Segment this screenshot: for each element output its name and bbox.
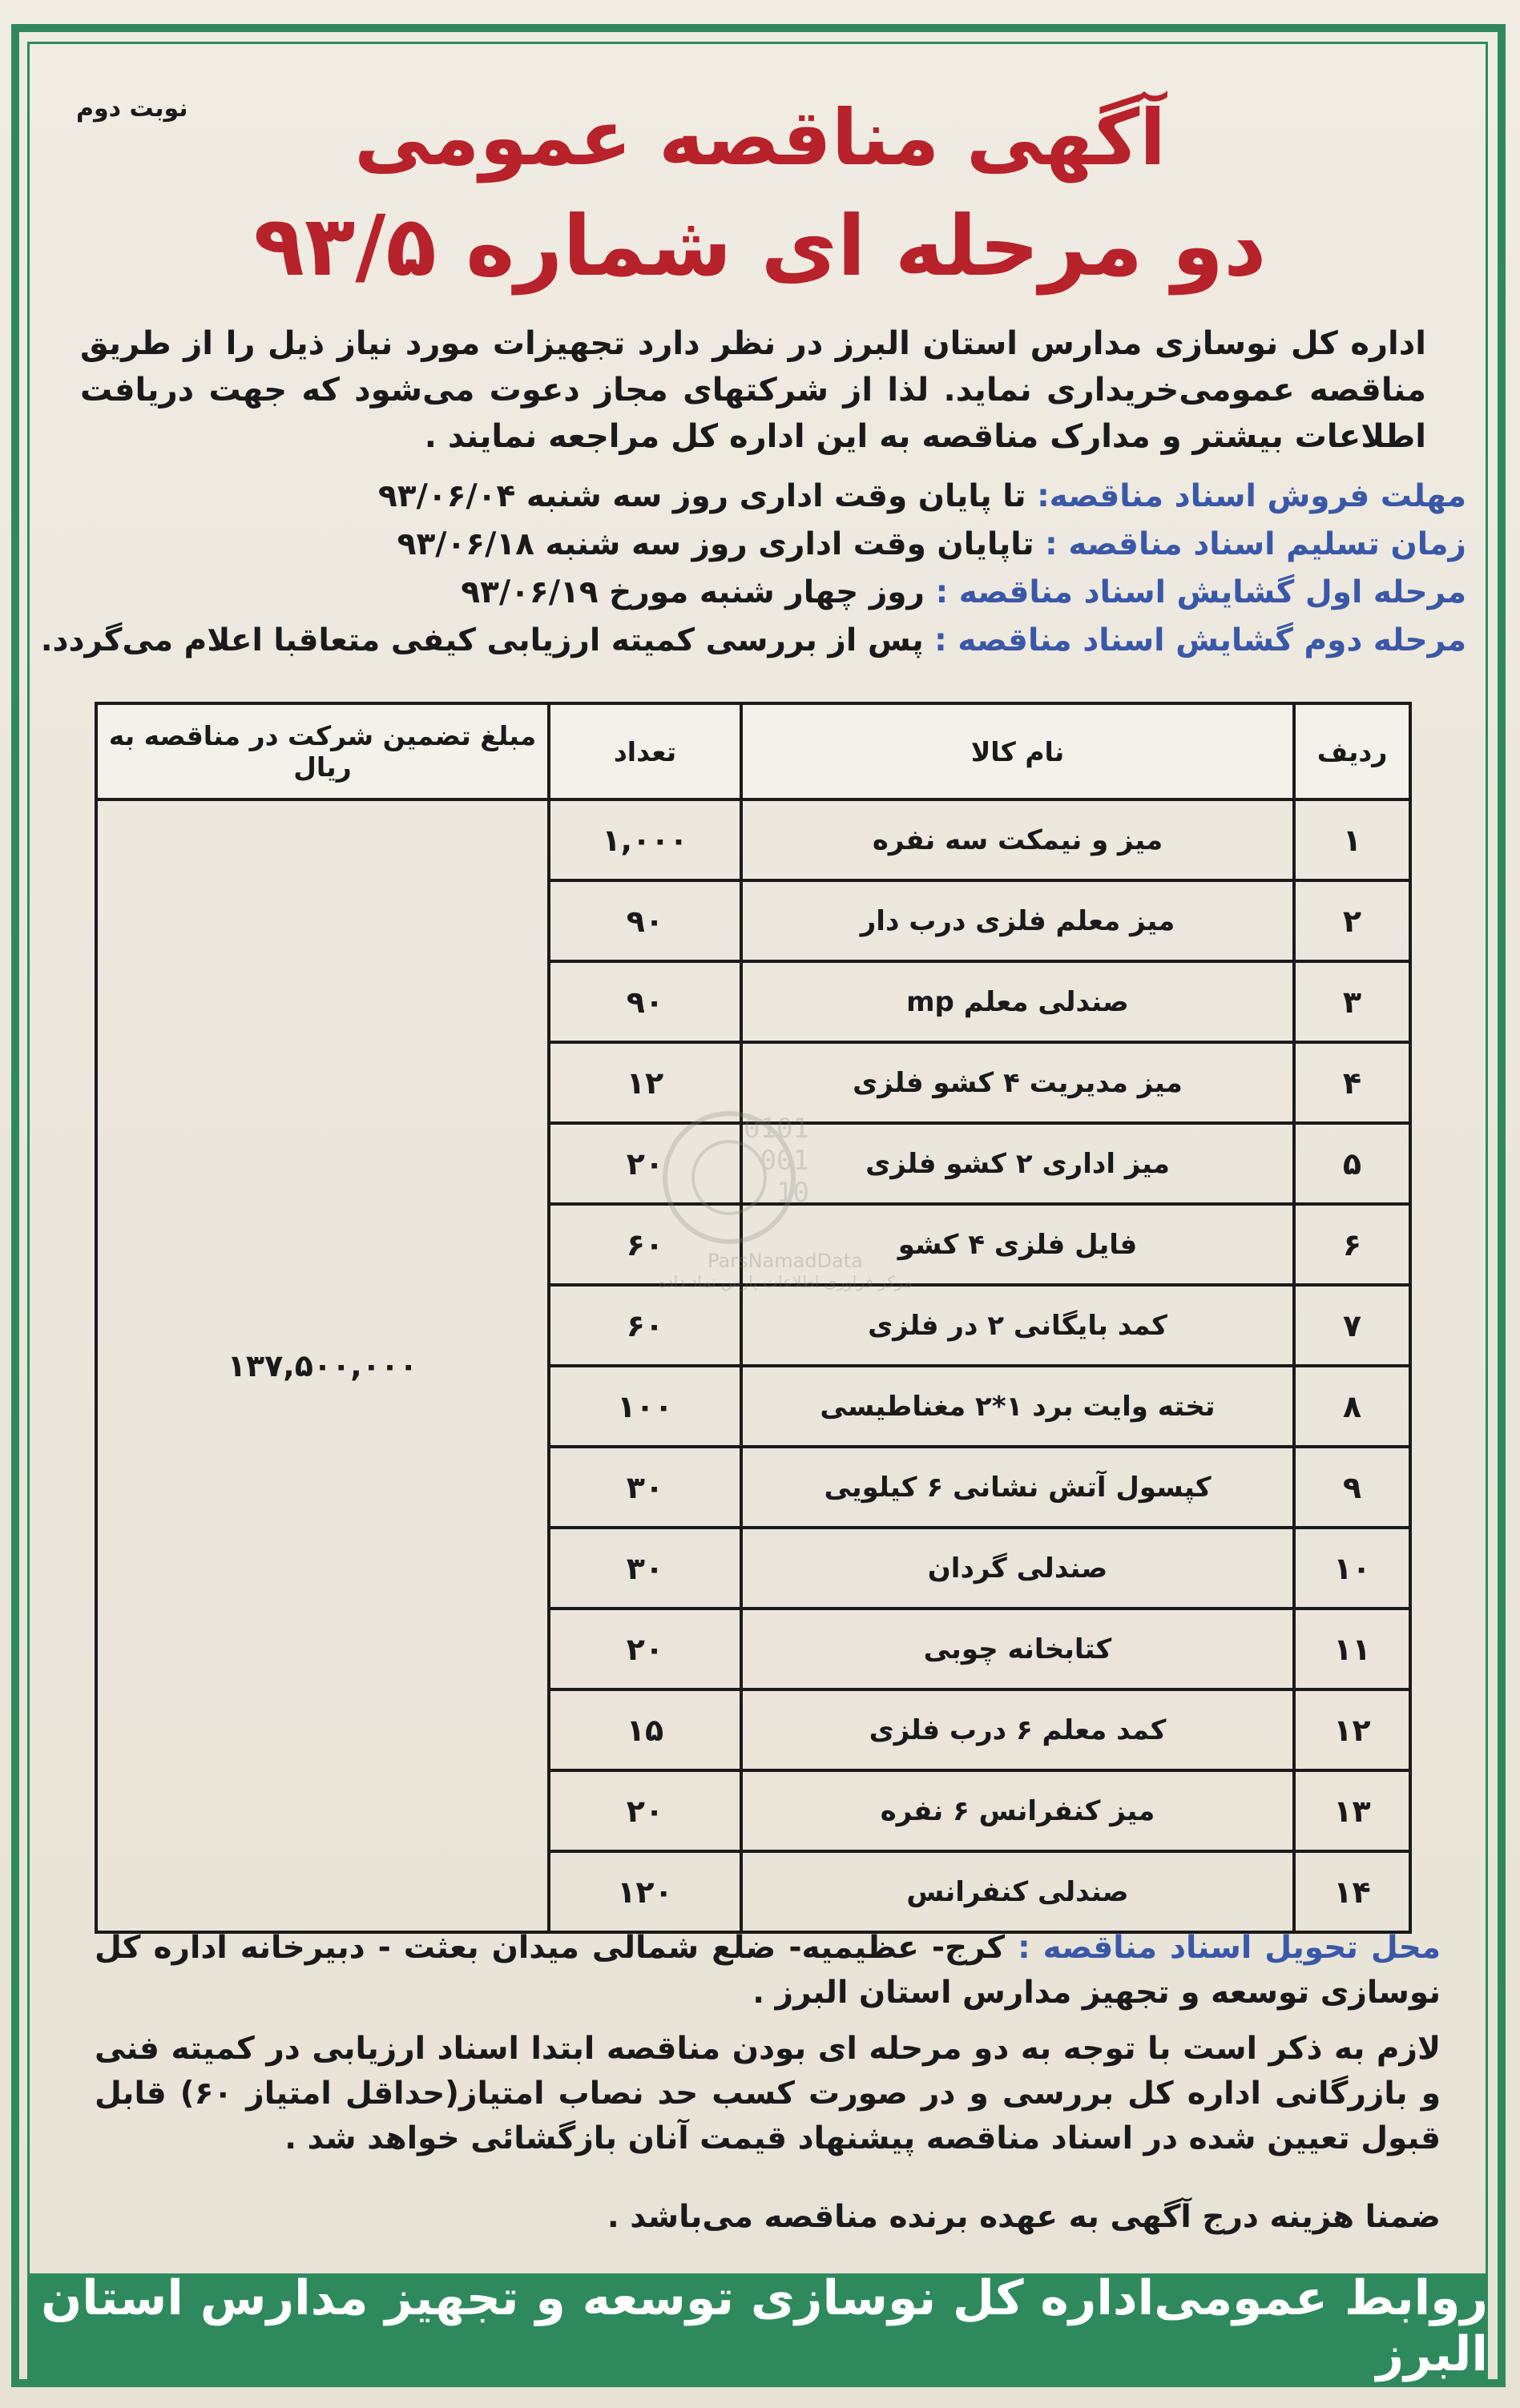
intro-paragraph: اداره کل نوسازی مدارس استان البرز در نظر دارد تجهیزات مورد نیاز ذیل را از طریق مناقصه عمومی‌خریداری نماید. لذا از شرکتهای مجاز دعوت می‌شود که جهت دریافت اطلاعات بیشتر و مدارک مناقصه به این اداره کل مراجعه نمایند . bbox=[80, 325, 1426, 455]
item-quantity: ۶۰ bbox=[549, 1204, 741, 1285]
item-name: کمد بایگانی ۲ در فلزی bbox=[741, 1285, 1294, 1366]
watermark-logo bbox=[609, 1089, 945, 1330]
table-row bbox=[96, 799, 1410, 880]
advertising-cost-note: ضمنا هزینه درج آگهی به عهده برنده مناقصه می‌باشد . bbox=[607, 2199, 1441, 2235]
row-number: ۱۰ bbox=[1294, 1528, 1410, 1609]
schedule-value: تاپایان وقت اداری روز سه شنبه ۹۳/۰۶/۱۸ bbox=[397, 526, 1034, 562]
item-quantity: ۱۲۰ bbox=[549, 1851, 741, 1932]
row-number: ۱ bbox=[1294, 799, 1410, 880]
row-number: ۷ bbox=[1294, 1285, 1410, 1366]
row-number: ۹ bbox=[1294, 1447, 1410, 1528]
item-name: فایل فلزی ۴ کشو bbox=[741, 1204, 1294, 1285]
row-number: ۱۳ bbox=[1294, 1770, 1410, 1851]
watermark-tagline: مرکز فراوری اطلاعات پارس نماد داده bbox=[658, 1272, 913, 1291]
schedule-submission-deadline bbox=[80, 522, 1466, 567]
schedule-first-opening bbox=[80, 570, 1466, 615]
item-name: کپسول آتش نشانی ۶ کیلویی bbox=[741, 1447, 1294, 1528]
row-number: ۱۴ bbox=[1294, 1851, 1410, 1932]
schedule-second-opening bbox=[40, 618, 1466, 663]
schedule-label: مرحله دوم گشایش اسناد مناقصه : bbox=[934, 622, 1466, 658]
item-name: میز مدیریت ۴ کشو فلزی bbox=[741, 1042, 1294, 1123]
footer-banner bbox=[27, 2270, 1488, 2382]
schedule-value: پس از بررسی کمیته ارزیابی کیفی متعاقبا اعلام می‌گردد. bbox=[40, 622, 924, 658]
item-quantity: ۳۰ bbox=[549, 1528, 741, 1609]
item-name: میز اداری ۲ کشو فلزی bbox=[741, 1123, 1294, 1204]
header-guarantee-amount: مبلغ تضمین شرکت در مناقصه به ریال bbox=[96, 703, 549, 799]
row-number: ۸ bbox=[1294, 1366, 1410, 1447]
footer-banner-text: روابط عمومی‌اداره کل نوسازی توسعه و تجهیز مدارس استان البرز bbox=[41, 2270, 1488, 2382]
item-quantity: ۱,۰۰۰ bbox=[549, 799, 741, 880]
item-quantity: ۲۰ bbox=[549, 1123, 741, 1204]
notice-subtitle: دو مرحله ای شماره ۹۳/۵ bbox=[253, 197, 1267, 295]
item-name: صندلی معلم mp bbox=[741, 961, 1294, 1042]
item-quantity: ۲۰ bbox=[549, 1770, 741, 1851]
item-name: میز معلم فلزی درب دار bbox=[741, 880, 1294, 961]
item-quantity: ۹۰ bbox=[549, 961, 741, 1042]
item-quantity: ۱۲ bbox=[549, 1042, 741, 1123]
row-number: ۶ bbox=[1294, 1204, 1410, 1285]
watermark-shape-icon bbox=[609, 1089, 945, 1250]
row-number: ۱۱ bbox=[1294, 1609, 1410, 1689]
item-quantity: ۱۵ bbox=[549, 1689, 741, 1770]
schedule-sale-deadline bbox=[80, 474, 1466, 519]
schedule-label: مرحله اول گشایش اسناد مناقصه : bbox=[935, 574, 1466, 610]
delivery-value: کرج- عظیمیه- ضلع شمالی میدان بعثت - دبیرخانه اداره کل نوسازی توسعه و تجهیز مدارس استان البرز . bbox=[95, 1930, 1441, 2011]
item-quantity: ۹۰ bbox=[549, 880, 741, 961]
item-name: میز و نیمکت سه نفره bbox=[741, 799, 1294, 880]
row-number: ۳ bbox=[1294, 961, 1410, 1042]
header-row-number: ردیف bbox=[1294, 703, 1410, 799]
schedule-label: زمان تسلیم اسناد مناقصه : bbox=[1045, 526, 1466, 562]
header-item-name: نام کالا bbox=[741, 703, 1294, 799]
svg-text:001: 001 bbox=[760, 1145, 809, 1177]
svg-text:10: 10 bbox=[776, 1177, 809, 1209]
item-name: کمد معلم ۶ درب فلزی bbox=[741, 1689, 1294, 1770]
svg-text:0101: 0101 bbox=[744, 1113, 809, 1145]
item-quantity: ۱۰۰ bbox=[549, 1366, 741, 1447]
row-number: ۱۲ bbox=[1294, 1689, 1410, 1770]
item-name: صندلی کنفرانس bbox=[741, 1851, 1294, 1932]
schedule-label: مهلت فروش اسناد مناقصه: bbox=[1037, 478, 1466, 514]
round-label: نوبت دوم bbox=[76, 95, 188, 123]
item-quantity: ۳۰ bbox=[549, 1447, 741, 1528]
delivery-label: محل تحویل اسناد مناقصه : bbox=[1018, 1930, 1441, 1966]
table-header-row bbox=[96, 703, 1410, 799]
schedule-value: روز چهار شنبه مورخ ۹۳/۰۶/۱۹ bbox=[461, 574, 925, 610]
row-number: ۴ bbox=[1294, 1042, 1410, 1123]
item-name: کتابخانه چوبی bbox=[741, 1609, 1294, 1689]
row-number: ۲ bbox=[1294, 880, 1410, 961]
item-name: تخته وایت برد ۱*۲ مغناطیسی bbox=[741, 1366, 1294, 1447]
item-name: صندلی گردان bbox=[741, 1528, 1294, 1609]
item-name: میز کنفرانس ۶ نفره bbox=[741, 1770, 1294, 1851]
watermark-brand: ParsNamadData bbox=[708, 1250, 863, 1272]
evaluation-note: لازم به ذکر است با توجه به دو مرحله ای بودن مناقصه ابتدا اسناد ارزیابی در کمیته فنی و بازرگانی اداره کل بررسی و در صورت کسب حد نصاب امتیاز(حداقل امتیاز ۶۰) قابل قبول تعیین شده در اسناد مناقصه پیشنهاد قیمت آنان بازگشائی خواهد شد . bbox=[95, 2031, 1441, 2156]
guarantee-amount: ۱۳۷,۵۰۰,۰۰۰ bbox=[96, 799, 549, 1932]
schedule-value: تا پایان وقت اداری روز سه شنبه ۹۳/۰۶/۰۴ bbox=[377, 478, 1026, 514]
row-number: ۵ bbox=[1294, 1123, 1410, 1204]
item-quantity: ۶۰ bbox=[549, 1285, 741, 1366]
notice-title: آگهی مناقصه عمومی bbox=[353, 93, 1167, 183]
delivery-location bbox=[95, 1926, 1441, 2015]
header-quantity: تعداد bbox=[549, 703, 741, 799]
item-quantity: ۲۰ bbox=[549, 1609, 741, 1689]
